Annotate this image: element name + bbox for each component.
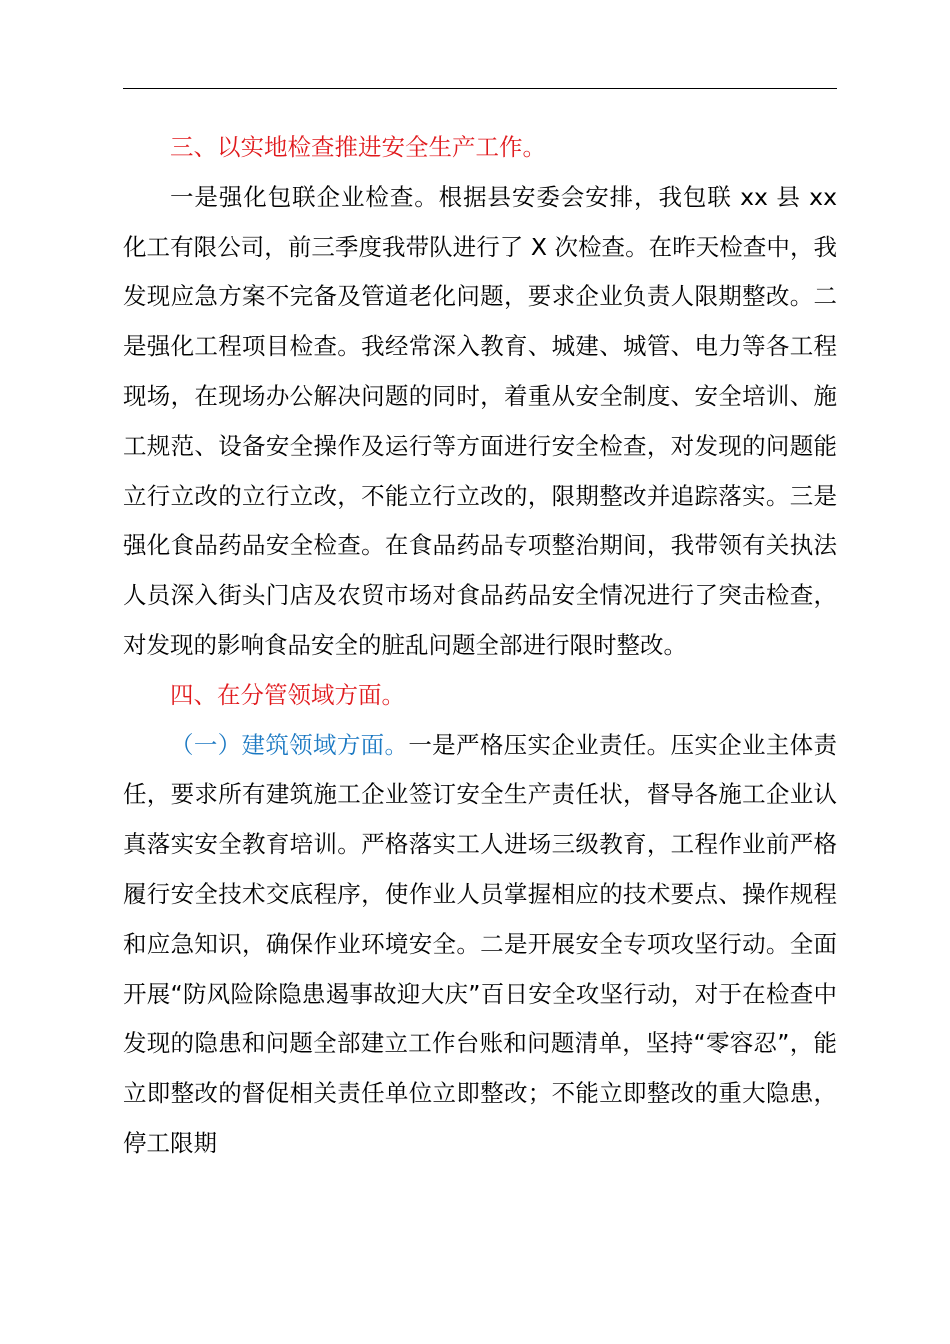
section-3-paragraph: 一是强化包联企业检查。根据县安委会安排，我包联 xx 县 xx 化工有限公司，前三季度我带队进行了 X 次检查。在昨天检查中，我发现应急方案不完备及管道老化问题，要求企业负责人限期整改。二是强化工程项目检查。我经常深入教育、城建、城管、电力等各工程现场，在现场办公解决问题的同时，着重从安全制度、安全培训、施工规范、设备安全操作及运行等方面进行安全检查，对发现的问题能立行立改的立行立改，不能立行立改的，限期整改并追踪落实。三是强化食品药品安全检查。在食品药品专项整治期间，我带领有关执法人员深入街头门店及农贸市场对食品药品安全情况进行了突击检查，对发现的影响食品安全的脏乱问题全部进行限时整改。 <box>123 182 837 659</box>
section-3-heading: 三、以实地检查推进安全生产工作。 <box>170 133 546 161</box>
section-4-paragraph <box>123 721 837 1169</box>
subsection-1-text: 一是严格压实企业责任。压实企业主体责任，要求所有建筑施工企业签订安全生产责任状，督导各施工企业认真落实安全教育培训。严格落实工人进场三级教育，工程作业前严格履行安全技术交底程序，使作业人员掌握相应的技术要点、操作规程和应急知识，确保作业环境安全。二是开展安全专项攻坚行动。全面开展“防风险除隐患遏事故迎大庆”百日安全攻坚行动，对于在检查中发现的隐患和问题全部建立工作台账和问题清单，坚持“零容忍”，能立即整改的督促相关责任单位立即整改；不能立即整改的重大隐患，停工限期 <box>123 730 838 1157</box>
document-body <box>123 123 837 1169</box>
section-4-heading: 四、在分管领域方面。 <box>170 680 405 709</box>
header-rule <box>123 88 837 89</box>
subsection-1-heading: （一）建筑领域方面。 <box>170 730 409 759</box>
